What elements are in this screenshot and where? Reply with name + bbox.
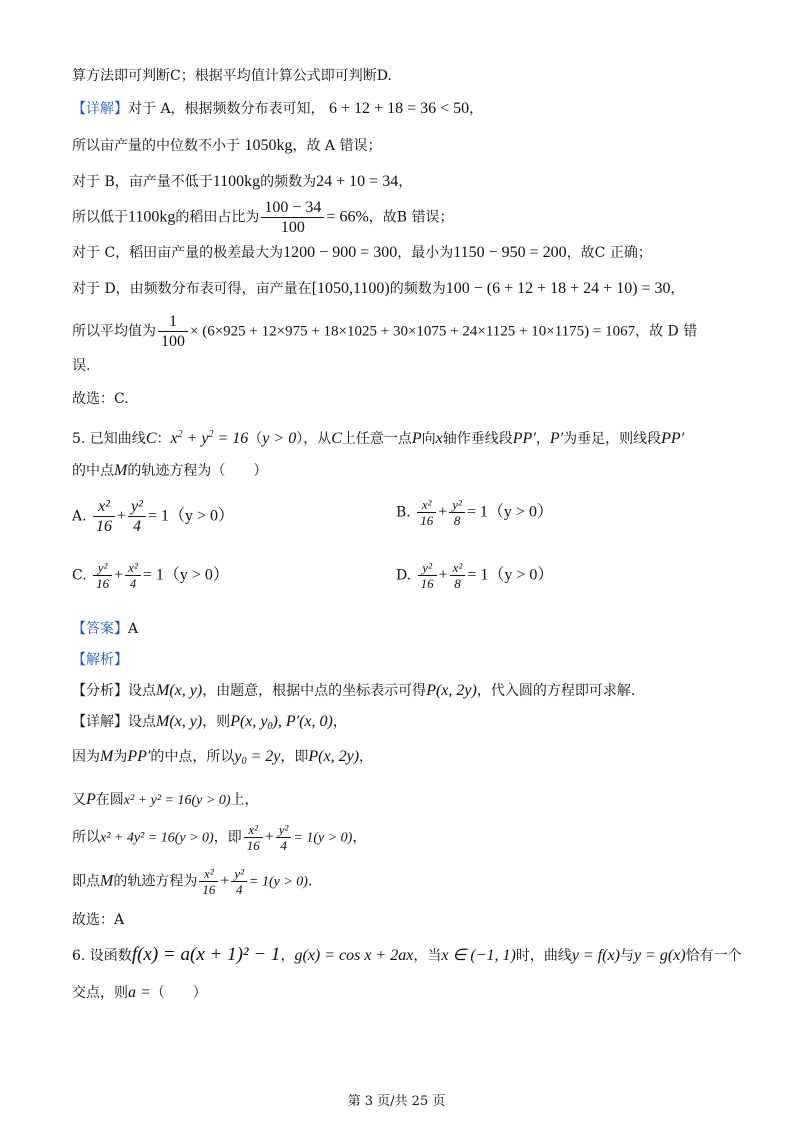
- math: M: [100, 748, 114, 765]
- text: ，即: [280, 749, 309, 765]
- denominator: 16: [202, 882, 216, 897]
- fraction: [199, 866, 218, 897]
- text-line: [72, 66, 392, 86]
- math: PP′: [512, 430, 536, 447]
- fraction: [276, 822, 292, 853]
- detail-tag: 【详解】: [72, 714, 128, 730]
- numerator: x²: [93, 497, 115, 517]
- math: 1050kg: [244, 137, 293, 154]
- subscript: 0: [267, 721, 273, 732]
- text: 的频数为: [389, 281, 446, 297]
- math: [1050,1100): [311, 280, 390, 297]
- text: ，故C 正确；: [566, 245, 652, 261]
- text: ，故B 错误；: [368, 209, 454, 226]
- question-5-line-1: [72, 425, 684, 449]
- text: 故选：A: [72, 912, 125, 928]
- denominator: 8: [453, 513, 461, 528]
- analysis-tag: 【解析】: [72, 652, 128, 668]
- numerator: y²: [418, 560, 437, 576]
- math: = 66%: [326, 208, 369, 226]
- text: 的中点，所以: [150, 749, 235, 765]
- text: 对于 A，根据频数分布表可知，: [128, 101, 325, 117]
- math: P(x, 2y): [426, 682, 477, 699]
- math: y = f(x): [571, 947, 620, 964]
- text: 误.: [72, 358, 91, 374]
- math: M(x, y): [156, 682, 203, 699]
- text: 故选：C.: [72, 391, 129, 407]
- fraction: [128, 497, 146, 536]
- question-6-line-2: [72, 983, 207, 1003]
- text: ，最小为: [397, 245, 454, 261]
- fraction: [418, 560, 437, 591]
- text-line: [72, 356, 90, 376]
- denominator: 8: [454, 576, 461, 591]
- text: 即点: [72, 873, 100, 890]
- math: 1150 − 950 = 200: [453, 244, 567, 261]
- fraction: [244, 822, 263, 853]
- fraction: [417, 497, 436, 528]
- text: ，代入圆的方程即可求解.: [476, 683, 636, 699]
- numerator: x²: [199, 866, 218, 882]
- text: 所以低于: [72, 209, 128, 226]
- text-line-fraction: [72, 312, 697, 351]
- text-line: [72, 910, 124, 930]
- math: × (6×925 + 12×975 + 18×1025 + 30×1075 + 24×1125 + 10×1175) = 1067: [190, 323, 636, 340]
- math: P′: [549, 430, 564, 447]
- text: （: [248, 431, 263, 447]
- option-tail: = 1（y > 0）: [142, 566, 229, 584]
- math-part: P(x, y: [230, 713, 268, 730]
- math: x ∈ (−1, 1): [441, 947, 516, 964]
- text: 上任意一点: [341, 431, 412, 447]
- option-c: C. $\frac{\text{y²}}{16}$ + $\frac{\text{x²}}{4}$ = 1（y > 0）: [72, 560, 229, 591]
- text-line: [72, 172, 412, 192]
- math: 24 + 10 = 34: [316, 173, 399, 190]
- math: M(x, y): [156, 713, 203, 730]
- text: 对于 C，稻田亩产量的极差最大为: [72, 245, 284, 261]
- option-tail: = 1（y > 0）: [467, 566, 554, 584]
- text: 恰有一个: [685, 948, 742, 964]
- text-line: [72, 243, 652, 263]
- text: ，即: [213, 829, 242, 846]
- text: ，则: [202, 714, 231, 730]
- denominator: 4: [129, 576, 137, 591]
- text-line: [72, 747, 373, 772]
- math: 6 + 12 + 18 = 36 < 50: [329, 100, 470, 117]
- text: ：: [156, 431, 171, 447]
- detail-tag: 【详解】: [72, 101, 128, 117]
- math: P(x, 2y): [308, 748, 360, 765]
- text-line-fraction: [72, 198, 454, 237]
- denominator: 16: [96, 518, 113, 535]
- math: PP′: [661, 430, 685, 447]
- text: 交点，则: [72, 985, 128, 1001]
- fraction: [158, 312, 188, 351]
- math: y > 0: [262, 430, 297, 447]
- text: 算方法即可判断C；根据平均值计算公式即可判断D.: [72, 68, 392, 84]
- text: 对于 B，亩产量不低于: [72, 174, 213, 190]
- text: 为: [113, 749, 128, 765]
- option-label: C.: [72, 567, 87, 584]
- numerator: x²: [417, 497, 436, 513]
- fraction: [449, 497, 465, 528]
- math: C: [145, 430, 157, 447]
- fraction: [231, 866, 247, 897]
- text: ），从: [296, 431, 332, 447]
- math: x: [435, 430, 443, 447]
- math: y = g(x): [633, 947, 686, 964]
- text: 的轨迹方程为: [113, 873, 198, 890]
- math-part: y: [234, 748, 242, 765]
- denominator: 16: [420, 513, 434, 528]
- text: ，: [469, 101, 484, 117]
- text: 的频数为: [260, 174, 317, 190]
- fraction: [93, 560, 112, 591]
- numerator: y²: [128, 497, 146, 517]
- text: 所以: [72, 829, 100, 846]
- text-line: [72, 790, 258, 811]
- fenxi-line: [72, 681, 635, 701]
- math: x² + 4y² = 16(y > 0): [100, 830, 214, 846]
- text: 为垂足，则线段: [563, 431, 662, 447]
- text: 5. 已知曲线: [72, 431, 146, 447]
- numerator: 1: [158, 312, 188, 332]
- denominator: 16: [246, 838, 260, 853]
- text: 所以平均值为: [72, 323, 156, 340]
- option-label: A.: [72, 508, 87, 525]
- page-footer: [0, 1090, 793, 1109]
- option-tail: = 1（y > 0）: [147, 507, 235, 525]
- page-number: 第 3 页/共 25 页: [347, 1094, 446, 1109]
- text: ，: [359, 749, 374, 765]
- text: 在圆: [95, 792, 124, 808]
- text: ，: [352, 829, 367, 846]
- circle-equation: $x^2 + y^2 = 16$: [170, 429, 249, 447]
- text: ，: [398, 174, 413, 190]
- numerator: x²: [244, 822, 263, 838]
- option-label: B.: [396, 504, 411, 521]
- math: [234, 748, 280, 765]
- numerator: y²: [449, 497, 465, 513]
- text: 与: [619, 948, 634, 964]
- text: ，由题意，根据中点的坐标表示可得: [202, 683, 427, 699]
- numerator: y²: [93, 560, 112, 576]
- detail-line-a: [72, 99, 483, 119]
- text-line-fraction: 即点M的轨迹方程为 $\frac{\text{x²}}{16}$ + $\frac{\text{y²}}{4}$ = 1(y > 0).: [72, 866, 313, 897]
- text: ，: [535, 431, 550, 447]
- math-part: ), P′(x, 0): [272, 713, 333, 730]
- numerator: x²: [450, 560, 466, 576]
- numerator: y²: [276, 822, 292, 838]
- math: 1100kg: [128, 208, 176, 226]
- text: 的中点: [72, 463, 114, 479]
- math: 1200 − 900 = 300: [283, 244, 398, 261]
- numerator: 100 − 34: [261, 198, 324, 218]
- text: 所以亩产量的中位数不小于: [72, 138, 240, 154]
- text: .: [307, 873, 313, 890]
- option-d: D. $\frac{\text{y²}}{16}$ + $\frac{\text{x²}}{8}$ = 1（y > 0）: [396, 560, 554, 591]
- text: 的稻田占比为: [175, 209, 260, 226]
- text: ，故 A 错误；: [292, 138, 382, 154]
- math: x² + y² = 16(y > 0): [123, 793, 231, 808]
- fraction: [450, 560, 466, 591]
- text: 设点: [128, 714, 156, 730]
- text: 又: [72, 792, 86, 808]
- text-line: [72, 389, 129, 409]
- text: 对于 D，由频数分布表可得，亩产量在: [72, 281, 312, 297]
- math: g(x) = cos x + 2ax: [294, 947, 414, 964]
- denominator: 100: [280, 219, 305, 236]
- text-line: [72, 136, 381, 156]
- answer-value: A: [128, 621, 139, 637]
- math: 1100kg: [212, 173, 261, 190]
- math: 100 − (6 + 12 + 18 + 24 + 10) = 30: [445, 280, 671, 297]
- text: 因为: [72, 749, 100, 765]
- math: PP′: [127, 748, 151, 765]
- text: ，: [332, 714, 347, 730]
- text: 上，: [230, 792, 259, 808]
- fraction: [261, 198, 324, 237]
- option-tail: = 1（y > 0）: [466, 503, 553, 521]
- math: M: [100, 872, 114, 890]
- subscript: 0: [241, 756, 247, 767]
- math: P: [86, 791, 96, 808]
- math: [230, 713, 333, 730]
- fraction: [125, 560, 141, 591]
- text: 轴作垂线段: [442, 431, 513, 447]
- text: ，故 D 错: [635, 323, 698, 340]
- numerator: y²: [231, 866, 247, 882]
- math-part: = 2y: [250, 748, 281, 765]
- text: 的轨迹方程为（ ）: [127, 463, 268, 479]
- numerator: x²: [125, 560, 141, 576]
- text: ，: [670, 281, 685, 297]
- text-line: [72, 279, 685, 299]
- text: 向: [421, 431, 436, 447]
- text: 6. 设函数: [72, 948, 132, 964]
- math: M: [114, 462, 128, 479]
- option-label: D.: [396, 567, 412, 584]
- math: = 1(y > 0): [249, 874, 308, 890]
- answer-line: [72, 619, 138, 639]
- denominator: 16: [420, 576, 434, 591]
- denominator: 16: [96, 576, 110, 591]
- math: = 1(y > 0): [293, 830, 353, 846]
- text-line-fraction: 所以x² + 4y² = 16(y > 0)，即 $\frac{\text{x²}}{16}$ + $\frac{\text{y²}}{4}$ = 1(y > 0)，: [72, 822, 367, 853]
- math: P: [411, 430, 422, 447]
- fenxi-tag: 【分析】: [72, 683, 128, 699]
- text: ，当: [413, 948, 442, 964]
- question-6-line-1: [72, 945, 742, 966]
- math: C: [331, 430, 342, 447]
- math: f(x) = a(x + 1)² − 1: [131, 944, 281, 965]
- math: a =: [128, 984, 151, 1001]
- detail-line-b: [72, 712, 347, 737]
- text: （ ）: [150, 985, 207, 1001]
- option-b: B. $\frac{\text{x²}}{16}$ + $\frac{\text{y²}}{8}$ = 1（y > 0）: [396, 497, 553, 528]
- fraction: [93, 497, 115, 536]
- denominator: 4: [235, 882, 243, 897]
- denominator: 4: [280, 838, 287, 853]
- question-5-line-2: [72, 461, 267, 481]
- denominator: 100: [161, 333, 185, 350]
- analysis-line: [72, 650, 128, 670]
- answer-tag: 【答案】: [72, 621, 128, 637]
- denominator: 4: [133, 518, 141, 535]
- text: ，: [280, 948, 295, 964]
- option-a: A. $\frac{\text{x²}}{16}$ + $\frac{\text{y²}}{4}$ = 1（y > 0）: [72, 498, 235, 535]
- text: 设点: [128, 683, 156, 699]
- text: 时，曲线: [515, 948, 572, 964]
